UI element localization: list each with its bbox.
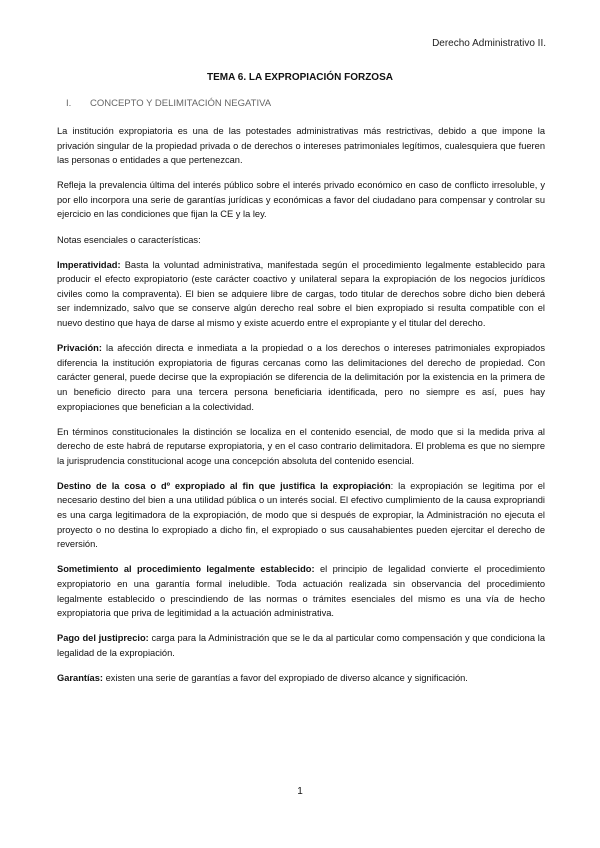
paragraph-term: Imperatividad: (57, 259, 121, 270)
page-number: 1 (297, 786, 303, 797)
paragraph-text: Basta la voluntad administrativa, manifestada según el procedimiento legalmente establecido para producir el efecto expropiatorio (este carácter coactivo y unilateral separa la expropiación de los negocios jurídicos civiles como la compraventa). El bien se adquiere libre de cargas, todo titular de derechos sobre dicho bien deberá ser indemnizado, salvo que se conserve algún derecho real sobre el bien expropiado si resulta compatible con el nuevo destino que haya de darse al mismo y existe acuerdo entre el expropiante y el titular del derecho. (57, 259, 545, 329)
paragraph-text: La institución expropiatoria es una de las potestades administrativas más restrictivas, debido a que impone la privación singular de la propiedad privada o de derechos o intereses patrimoniales legítimos, cualesquiera que fueren las personas o entidades a que pertenezcan. (57, 126, 545, 166)
chapter-title: TEMA 6. LA EXPROPIACIÓN FORZOSA (207, 72, 393, 83)
paragraph-term: Garantías: (57, 672, 103, 683)
paragraph (57, 233, 545, 248)
paragraph (57, 671, 545, 686)
paragraph (57, 258, 545, 331)
paragraph-text: existen una serie de garantías a favor del expropiado de diverso alcance y significación. (103, 672, 468, 683)
section-number: I. (66, 98, 72, 109)
paragraph (57, 562, 545, 620)
section-heading (66, 98, 271, 109)
paragraph-text: : la expropiación se legitima por el necesario destino del bien a una utilidad pública o un interés social. El efectivo cumplimiento de la causa expropriandi es una carga legitimadora de la expropiación, de modo que si después de expropiar, la Administración no ejecuta el proyecto o no destina lo expropiado a dicho fin, el expropiado o sus causahabientes pueden ejercitar el derecho de reversión. (57, 480, 545, 550)
paragraph-text: carga para la Administración que se le da al particular como compensación y que condiciona la legalidad de la expropiación. (57, 633, 546, 658)
paragraph (57, 178, 545, 222)
paragraph (57, 124, 545, 168)
paragraph (57, 479, 545, 552)
paragraph-text: Notas esenciales o características: (57, 234, 201, 245)
paragraph (57, 341, 545, 414)
paragraph-text: el principio de legalidad convierte el procedimiento expropiatorio en una garantía formal ineludible. Toda actuación realizada sin observancia del procedimiento legalmente establecido o prescindiendo de las normas o trámites esenciales del mismo es una vía de hecho expropiatoria que priva de legitimidad a la actuación administrativa. (57, 564, 545, 619)
paragraph-term: Destino de la cosa o dº expropiado al fin que justifica la expropiación (57, 480, 391, 491)
paragraph (57, 631, 545, 660)
paragraph-term: Pago del justiprecio: (57, 633, 149, 644)
paragraph-text: En términos constitucionales la distinción se localiza en el contenido esencial, de modo que si la medida priva al derecho de este habrá de reputarse expropiatoria, y en el caso contrario delimitadora. El problema es que no siempre la jurisprudencia constitucional acoge una concepción absoluta del contenido esencial. (57, 426, 545, 466)
paragraph-text: Refleja la prevalencia última del interés público sobre el interés privado económico en caso de conflicto irresoluble, y por ello incorpora una serie de garantías jurídicas y económicas a favor del ciudadano para compensar y controlar su ejercicio en las condiciones que fijan la CE y la ley. (57, 180, 545, 220)
paragraph-text: la afección directa e inmediata a la propiedad o a los derechos o intereses patrimoniales expropiados diferencia la institución expropiatoria de figuras cercanas como las delimitaciones del derecho de propiedad. Con carácter general, puede decirse que la expropiación se diferencia de la delimitación por la existencia en la primera de un beneficio directo para una tercera persona beneficiaria identificada, pero no siempre es así, pues hay expropiaciones que benefician a la colectividad. (57, 343, 545, 412)
paragraph-term: Sometimiento al procedimiento legalmente establecido: (57, 564, 315, 575)
running-header: Derecho Administrativo II. (432, 38, 546, 49)
paragraph-term: Privación: (57, 343, 102, 354)
section-title: CONCEPTO Y DELIMITACIÓN NEGATIVA (90, 98, 272, 109)
body-text (57, 124, 545, 696)
paragraph (57, 425, 545, 469)
